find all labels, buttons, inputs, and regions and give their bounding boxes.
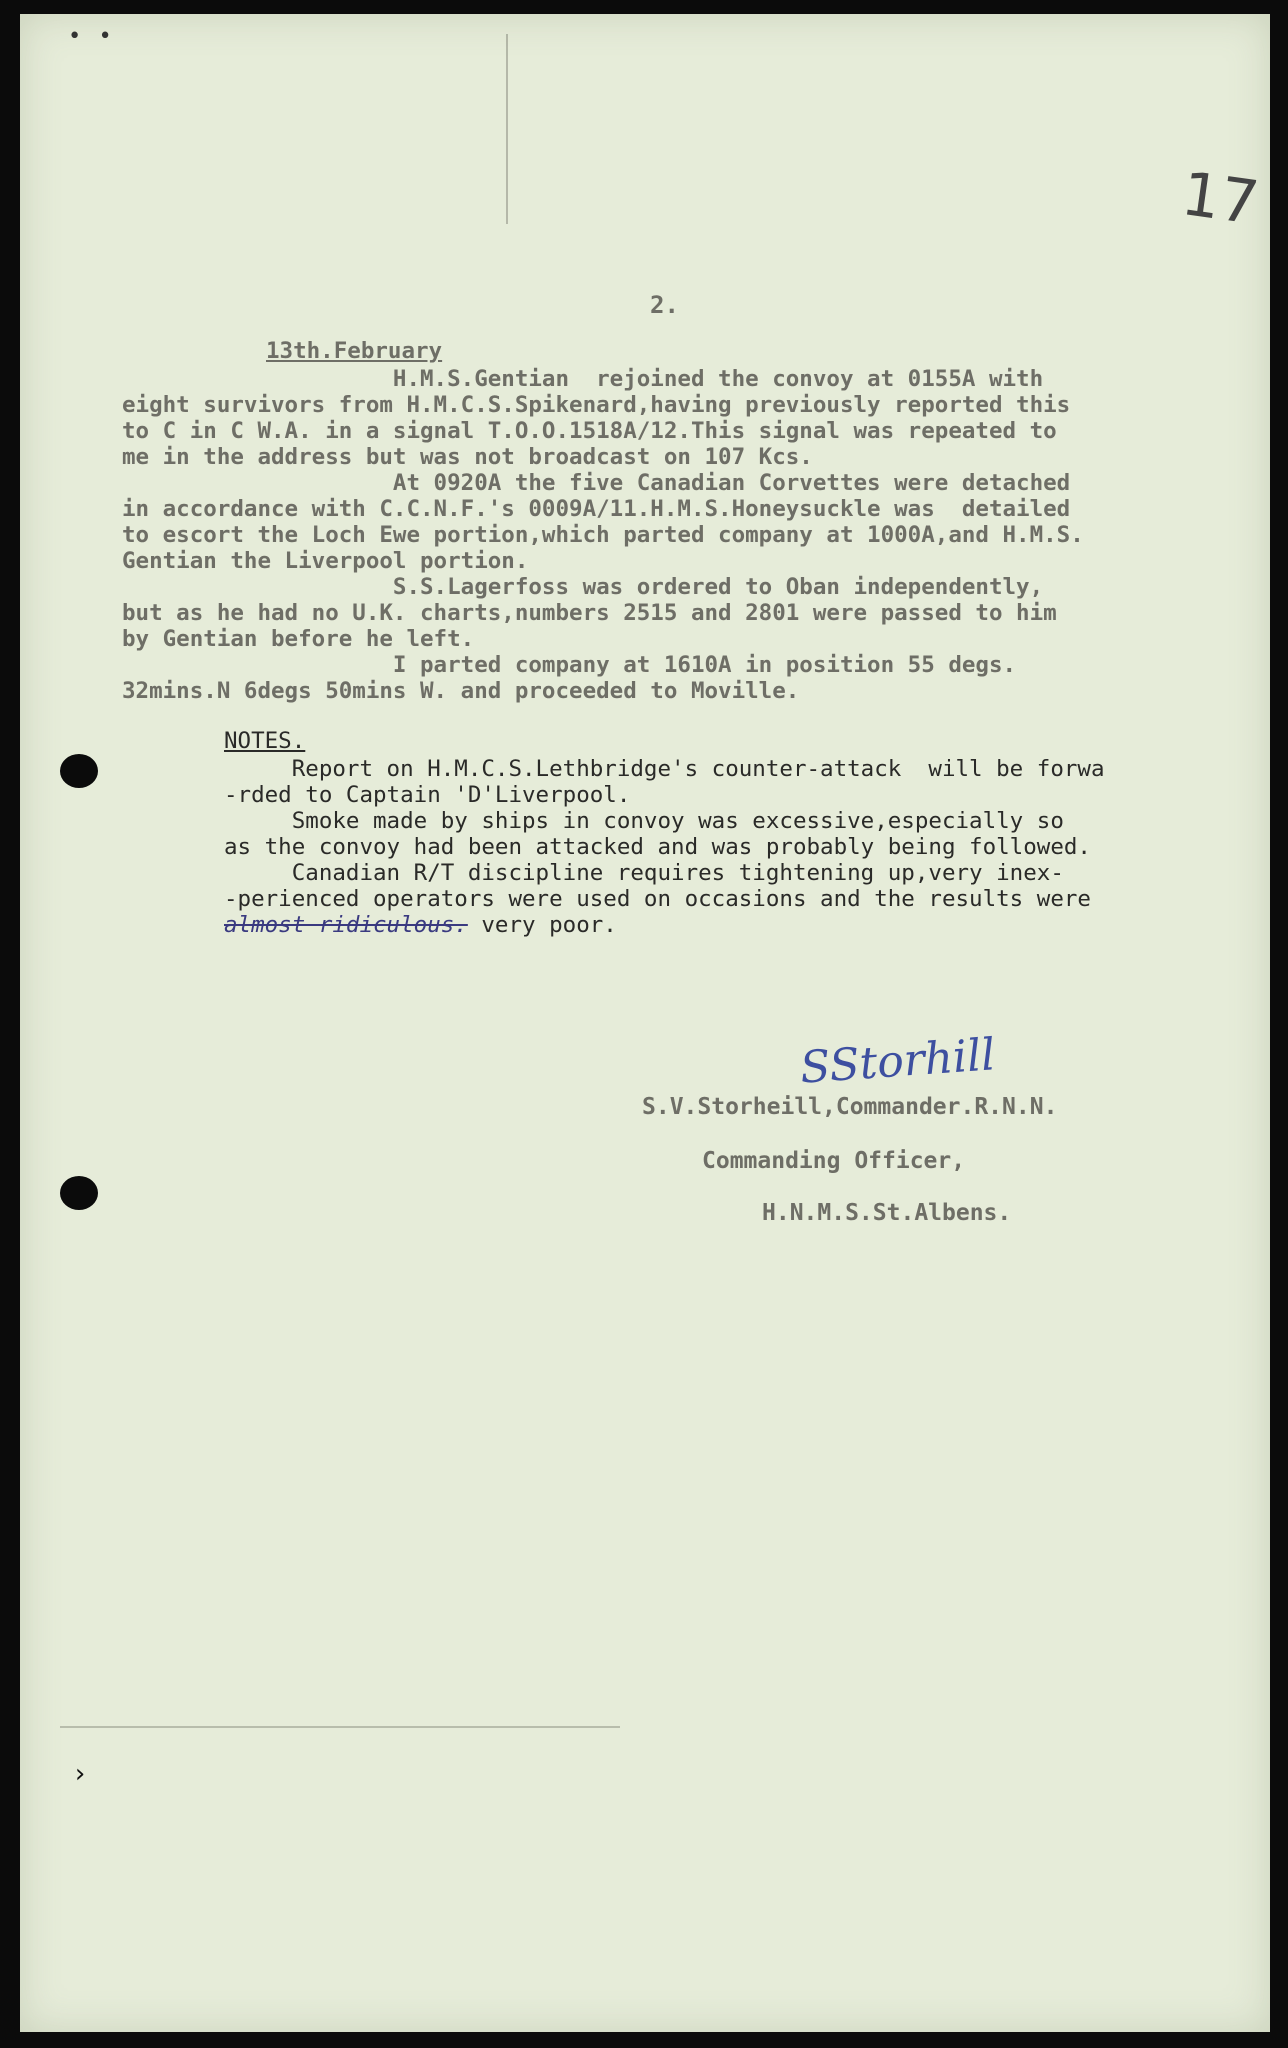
- signatory-role: Commanding Officer,: [702, 1148, 966, 1174]
- fold-line: [506, 34, 508, 224]
- punch-hole: [60, 754, 98, 788]
- body-line: 32mins.N 6degs 50mins W. and proceeded to Moville.: [122, 678, 800, 704]
- divider: [60, 1726, 620, 1728]
- punch-hole: [60, 1176, 98, 1210]
- notes-heading: NOTES.: [224, 728, 306, 754]
- body-line: to C in C W.A. in a signal T.O.O.1518A/12.This signal was repeated to: [122, 418, 1057, 444]
- body-line: me in the address but was not broadcast on 107 Kcs.: [122, 444, 813, 470]
- edge-mark: ›: [72, 1759, 88, 1789]
- body-line: to escort the Loch Ewe portion,which parted company at 1000A,and H.M.S.: [122, 522, 1084, 548]
- body-line: At 0920A the five Canadian Corvettes were detached: [122, 470, 1071, 496]
- body-line: H.M.S.Gentian rejoined the convoy at 0155A with: [122, 366, 1044, 392]
- signatory-ship: H.N.M.S.St.Albens.: [762, 1200, 1012, 1226]
- corner-mark: • •: [68, 24, 114, 49]
- notes-line: as the convoy had been attacked and was probably being followed.: [224, 834, 1091, 860]
- document-page: [20, 14, 1270, 2032]
- body-line: but as he had no U.K. charts,numbers 2515 and 2801 were passed to him: [122, 600, 1057, 626]
- notes-line-final: [224, 912, 617, 938]
- notes-line: -perienced operators were used on occasions and the results were: [224, 886, 1091, 912]
- page-mark: 17: [1177, 159, 1263, 239]
- body-line: S.S.Lagerfoss was ordered to Oban independently,: [122, 574, 1044, 600]
- struck-text: almost ridiculous.: [224, 912, 468, 938]
- handwritten-signature: SStorhill: [798, 1029, 997, 1094]
- body-line: Gentian the Liverpool portion.: [122, 548, 529, 574]
- notes-line: Report on H.M.C.S.Lethbridge's counter-attack will be forwa: [224, 756, 1105, 782]
- date-heading: 13th.February: [266, 338, 443, 364]
- body-line: I parted company at 1610A in position 55 degs.: [122, 652, 1017, 678]
- signatory-name: S.V.Storheill,Commander.R.N.N.: [642, 1094, 1058, 1120]
- page-number: 2.: [650, 291, 679, 319]
- notes-line: Smoke made by ships in convoy was excessive,especially so: [224, 808, 1064, 834]
- notes-line: Canadian R/T discipline requires tightening up,very inex-: [224, 860, 1064, 886]
- body-line: by Gentian before he left.: [122, 626, 475, 652]
- replacement-text: very poor.: [467, 912, 617, 938]
- notes-line: -rded to Captain 'D'Liverpool.: [224, 782, 631, 808]
- body-line: eight survivors from H.M.C.S.Spikenard,having previously reported this: [122, 392, 1071, 418]
- body-line: in accordance with C.C.N.F.'s 0009A/11.H.M.S.Honeysuckle was detailed: [122, 496, 1071, 522]
